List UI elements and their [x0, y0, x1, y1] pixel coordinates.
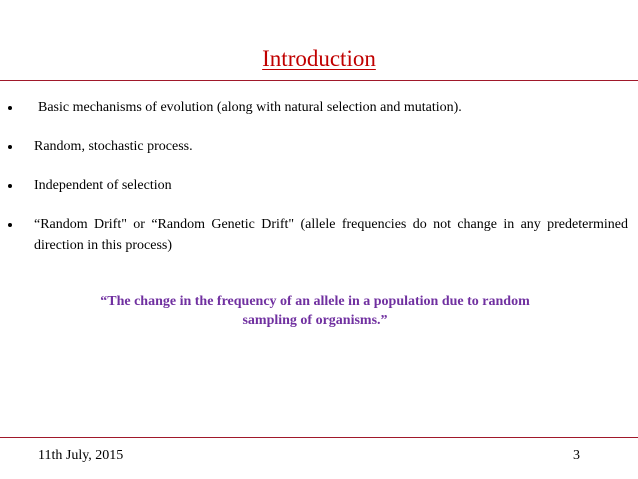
footer-divider — [0, 437, 638, 438]
bullet-marker — [8, 106, 12, 110]
quote-line: sampling of organisms.” — [242, 313, 388, 328]
bullet-text: Basic mechanisms of evolution (along with natural selection and mutation). — [38, 100, 462, 115]
slide-title: Introduction — [262, 46, 376, 71]
bullet-marker — [8, 145, 12, 149]
definition-quote — [50, 292, 580, 330]
bullet-text: Independent of selection — [34, 178, 172, 193]
bullet-text: “Random Drift" or “Random Genetic Drift" (allele frequencies do not change in any predetermined direction in this process) — [34, 217, 628, 253]
page-number: 3 — [573, 448, 580, 463]
bullet-marker — [8, 223, 12, 227]
quote-line: “The change in the frequency of an allele in a population due to random — [100, 294, 530, 309]
bullet-marker — [8, 184, 12, 188]
footer-date: 11th July, 2015 — [38, 448, 124, 463]
bullet-text: Random, stochastic process. — [34, 139, 193, 154]
title-divider — [0, 80, 638, 81]
